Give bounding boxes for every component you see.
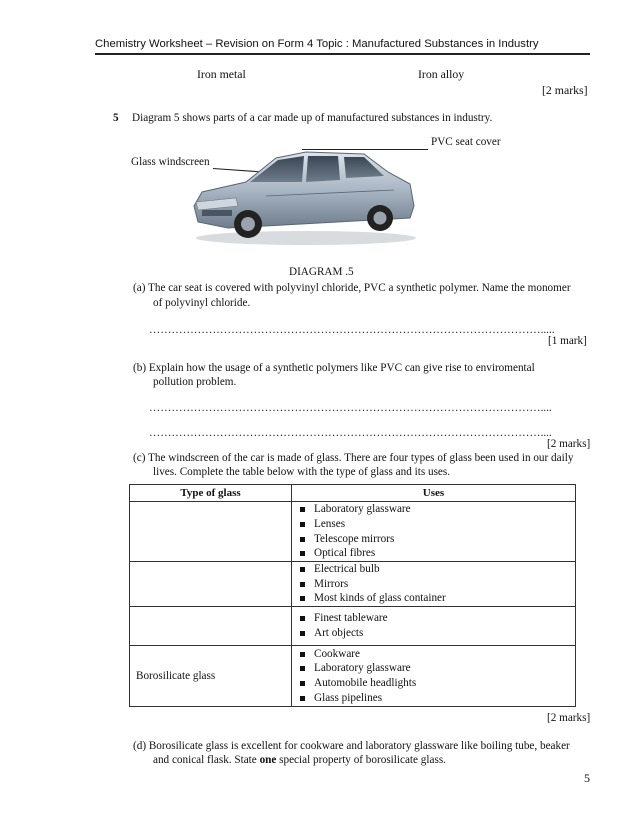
table-row — [130, 607, 576, 646]
use-item: Laboratory glassware — [298, 502, 575, 517]
col-header-uses: Uses — [292, 485, 576, 502]
qd-text-pre: and conical flask. State — [153, 754, 260, 766]
page-number: 5 — [584, 771, 590, 785]
qd-text-post: special property of borosilicate glass. — [276, 754, 446, 766]
prev-marks: [2 marks] — [542, 83, 588, 97]
glass-type-cell[interactable] — [130, 607, 292, 646]
diagram-caption: DIAGRAM .5 — [289, 266, 354, 278]
uses-cell — [292, 646, 576, 707]
use-item: Optical fibres — [298, 546, 575, 561]
uses-cell — [292, 607, 576, 646]
table-row — [130, 502, 576, 562]
glass-types-table — [129, 484, 576, 707]
use-item: Automobile headlights — [298, 676, 575, 691]
iron-alloy-label: Iron alloy — [418, 67, 465, 81]
question-number: 5 — [113, 112, 119, 124]
qc-text-line1: (c) The windscreen of the car is made of glass. There are four types of glass been used in our daily — [133, 452, 574, 464]
use-item: Cookware — [298, 647, 575, 662]
qb-answer-line-1[interactable]: …………………………………………………………………………………………….... — [149, 402, 552, 414]
qa-text-line1: (a) The car seat is covered with polyvinyl chloride, PVC a synthetic polymer. Name the monomer — [133, 282, 571, 294]
qb-answer-line-2[interactable]: …………………………………………………………………………………………….... — [149, 427, 552, 439]
qc-text-line2: lives. Complete the table below with the type of glass and its uses. — [153, 466, 451, 478]
label-pvc-seat-cover: PVC seat cover — [431, 136, 501, 148]
use-item: Lenses — [298, 517, 575, 532]
table-row — [130, 646, 576, 707]
use-item: Glass pipelines — [298, 691, 575, 706]
worksheet-header: Chemistry Worksheet – Revision on Form 4 Topic : Manufactured Substances in Industry — [95, 38, 590, 55]
label-glass-windscreen: Glass windscreen — [131, 156, 210, 168]
car-diagram — [188, 148, 420, 246]
use-item: Electrical bulb — [298, 562, 575, 577]
table-row — [130, 562, 576, 607]
glass-type-cell[interactable] — [130, 502, 292, 562]
qc-marks: [2 marks] — [547, 712, 591, 724]
uses-cell — [292, 502, 576, 562]
q5-intro: Diagram 5 shows parts of a car made up of manufactured substances in industry. — [132, 112, 493, 124]
qa-answer-line[interactable]: ……………………………………………………………………………………………..... — [149, 324, 555, 336]
iron-metal-label: Iron metal — [197, 67, 246, 81]
glass-type-cell: Borosilicate glass — [130, 646, 292, 707]
table-header-row — [130, 485, 576, 502]
qb-text-line2: pollution problem. — [153, 376, 237, 388]
use-item: Telescope mirrors — [298, 532, 575, 547]
qd-text-line2 — [153, 753, 446, 768]
qa-marks: [1 mark] — [548, 335, 587, 347]
qd-text-line1: (d) Borosilicate glass is excellent for cookware and laboratory glassware like boiling tube, beaker — [133, 740, 570, 752]
uses-cell — [292, 562, 576, 607]
qb-marks: [2 marks] — [547, 438, 591, 450]
use-item: Mirrors — [298, 577, 575, 592]
qb-text-line1: (b) Explain how the usage of a synthetic polymers like PVC can give rise to enviromental — [133, 362, 535, 374]
use-item: Finest tableware — [298, 611, 575, 626]
qa-text-line2: of polyvinyl chloride. — [153, 297, 251, 309]
use-item: Art objects — [298, 626, 575, 641]
qd-text-bold: one — [259, 754, 277, 766]
use-item: Laboratory glassware — [298, 661, 575, 676]
glass-type-cell[interactable] — [130, 562, 292, 607]
col-header-type: Type of glass — [130, 485, 292, 502]
use-item: Most kinds of glass container — [298, 591, 575, 606]
